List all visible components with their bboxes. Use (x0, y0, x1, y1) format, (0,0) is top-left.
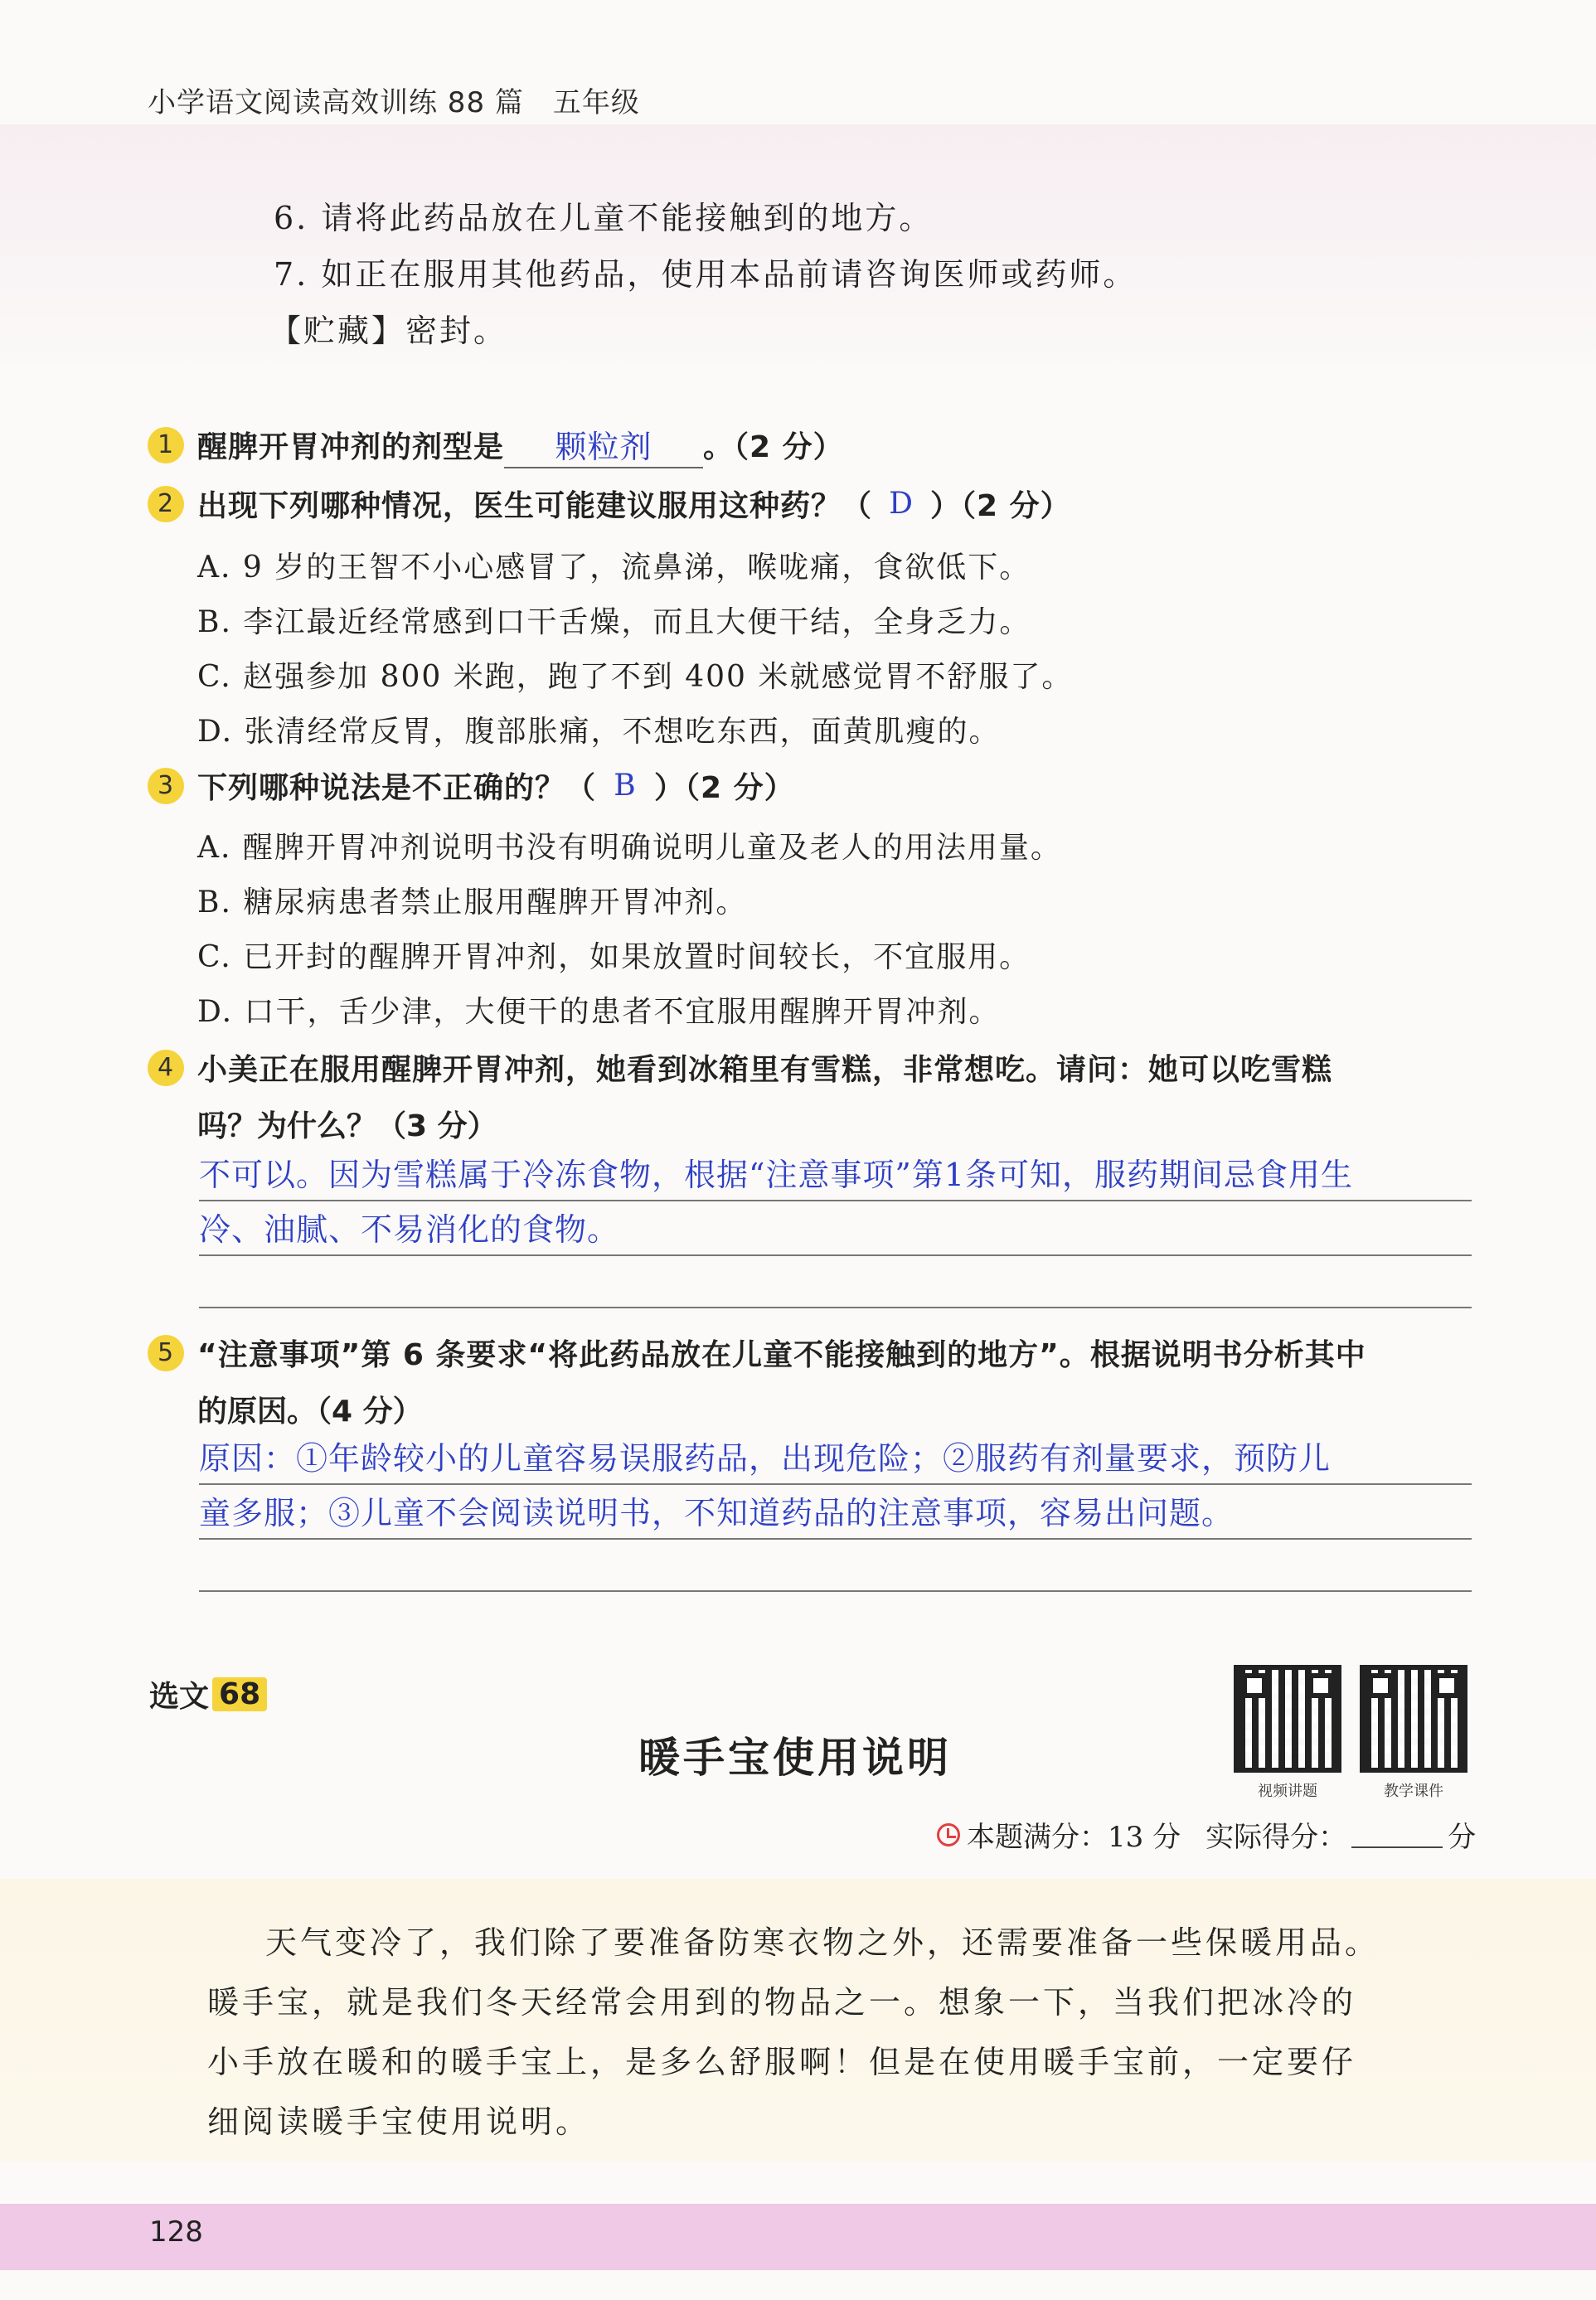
instruction-line: 【贮藏】密封。 (269, 313, 508, 349)
qr-code-courseware[interactable] (1360, 1665, 1467, 1773)
question-text-continued: 吗？为什么？（3 分） (197, 1109, 497, 1143)
actual-score-label: 实际得分： (1205, 1821, 1347, 1854)
section-label: 选文 (149, 1680, 210, 1714)
score-line (937, 1814, 1476, 1855)
option-a: A. 9 岁的王智不小心感冒了，流鼻涕，喉咙痛，食欲低下。 (197, 551, 1031, 585)
question-text-continued: 的原因。（4 分） (197, 1395, 423, 1429)
clock-icon (937, 1823, 960, 1846)
qr-label: 视频讲题 (1258, 1783, 1317, 1800)
instruction-line: 7. 如正在服用其他药品，使用本品前请咨询医师或药师。 (274, 256, 1138, 293)
question-text: 出现下列哪种情况，医生可能建议服用这种药？（ (197, 489, 873, 523)
answer-line[interactable]: 冷、油腻、不易消化的食物。 (199, 1204, 1472, 1256)
question-number: 1 (148, 427, 184, 463)
empty-answer-line[interactable] (199, 1590, 1472, 1592)
passage-line: 小手放在暖和的暖手宝上，是多么舒服啊！但是在使用暖手宝前，一定要仔 (207, 2044, 1357, 2080)
answer-line[interactable]: 原因：①年龄较小的儿童容易误服药品，出现危险；②服药有剂量要求，预防儿 (199, 1433, 1472, 1485)
passage-title: 暖手宝使用说明 (638, 1733, 952, 1782)
book-header: 小学语文阅读高效训练 88 篇 五年级 (148, 86, 640, 119)
passage-line: 暖手宝，就是我们冬天经常会用到的物品之一。想象一下，当我们把冰冷的 (207, 1984, 1357, 2021)
section-tag (149, 1673, 267, 1715)
qr-label: 教学课件 (1384, 1783, 1443, 1800)
option-c: C. 已开封的醒脾开胃冲剂，如果放置时间较长，不宜服用。 (197, 940, 1031, 974)
answer-line[interactable]: 童多服；③儿童不会阅读说明书，不知道药品的注意事项，容易出问题。 (199, 1487, 1472, 1540)
option-d: D. 张清经常反胃，腹部胀痛，不想吃东西，面黄肌瘦的。 (197, 715, 1001, 749)
answer-choice[interactable]: D (889, 487, 914, 521)
passage-line: 细阅读暖手宝使用说明。 (207, 2103, 591, 2140)
score-unit: 分 (1448, 1821, 1477, 1854)
question-5 (148, 1332, 1366, 1374)
question-text: “注意事项”第 6 条要求“将此药品放在儿童不能接触到的地方”。根据说明书分析其中 (197, 1338, 1366, 1372)
question-number: 3 (148, 768, 184, 804)
question-number: 2 (148, 486, 184, 522)
question-number: 5 (148, 1335, 184, 1371)
question-2 (148, 483, 1071, 525)
answer-line[interactable]: 不可以。因为雪糕属于冷冻食物，根据“注意事项”第1条可知，服药期间忌食用生 (199, 1149, 1472, 1201)
option-b: B. 糖尿病患者禁止服用醒脾开胃冲剂。 (197, 886, 748, 920)
question-text: 小美正在服用醒脾开胃冲剂，她看到冰箱里有雪糕，非常想吃。请问：她可以吃雪糕 (197, 1053, 1333, 1087)
question-text: 醒脾开胃冲剂的剂型是 (197, 430, 505, 464)
option-d: D. 口干，舌少津，大便干的患者不宜服用醒脾开胃冲剂。 (197, 995, 1001, 1029)
question-number: 4 (148, 1050, 184, 1086)
instruction-line: 6. 请将此药品放在儿童不能接触到的地方。 (274, 200, 934, 236)
empty-answer-line[interactable] (199, 1307, 1472, 1308)
footer-band (0, 2204, 1596, 2270)
question-1 (148, 421, 844, 468)
answer-choice[interactable]: B (614, 769, 637, 803)
question-score: ）（2 分） (930, 489, 1071, 523)
option-c: C. 赵强参加 800 米跑，跑了不到 400 米就感觉胃不舒服了。 (197, 660, 1074, 694)
section-number: 68 (212, 1677, 267, 1711)
page-number: 128 (149, 2215, 203, 2249)
question-score: ）（2 分） (654, 771, 795, 805)
full-score: 本题满分：13 分 (967, 1821, 1181, 1854)
answer-blank[interactable]: 颗粒剂 (504, 421, 703, 468)
qr-code-video[interactable] (1234, 1665, 1341, 1773)
question-4 (148, 1046, 1332, 1089)
question-3 (148, 764, 795, 807)
option-a: A. 醒脾开胃冲剂说明书没有明确说明儿童及老人的用法用量。 (197, 831, 1062, 865)
option-b: B. 李江最近经常感到口干舌燥，而且大便干结，全身乏力。 (197, 605, 1031, 639)
question-text: 下列哪种说法是不正确的？（ (197, 771, 597, 805)
passage-line: 天气变冷了，我们除了要准备防寒衣物之外，还需要准备一些保暖用品。 (265, 1924, 1380, 1961)
actual-score-blank[interactable] (1351, 1822, 1443, 1848)
question-score: 。（2 分） (703, 430, 844, 464)
